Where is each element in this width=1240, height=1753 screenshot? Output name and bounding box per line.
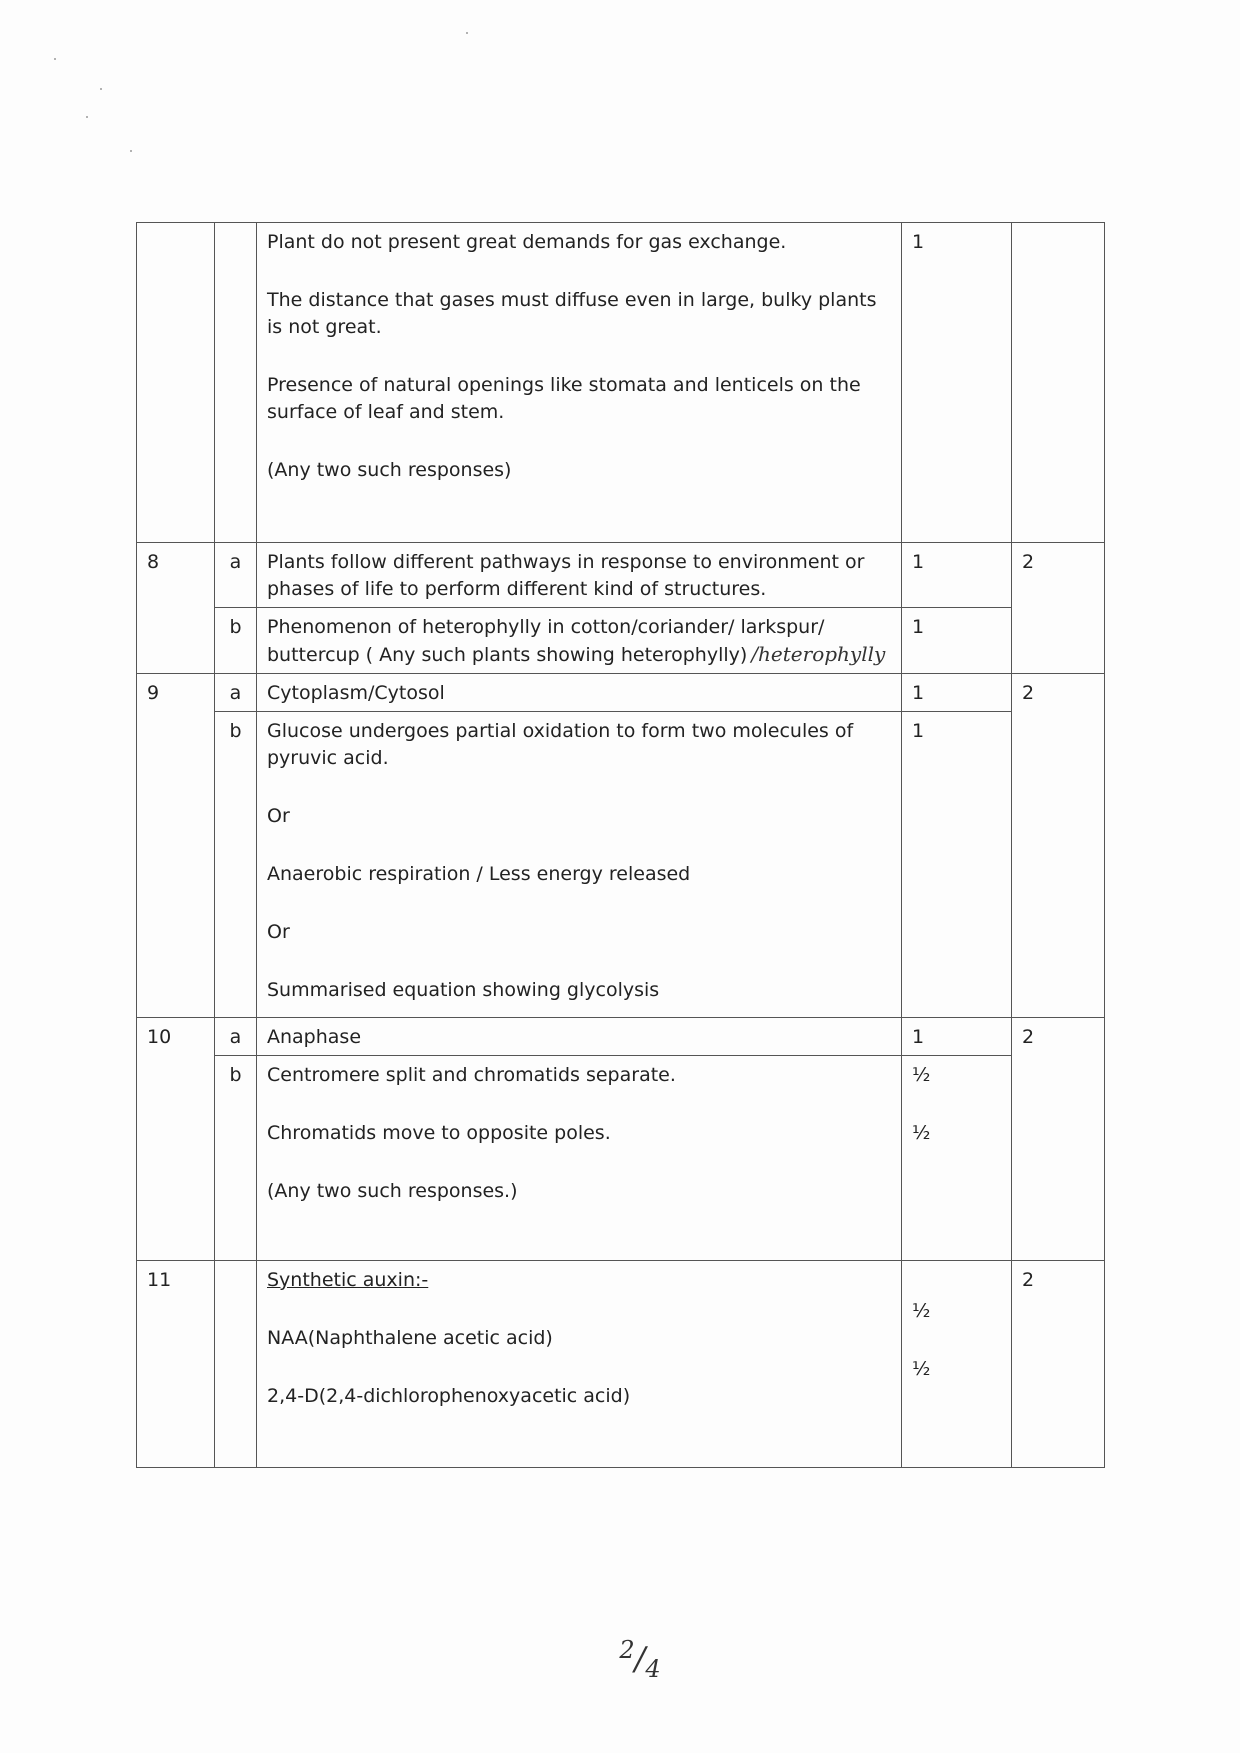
answer-cell: [257, 712, 902, 1018]
answer-cell: [257, 1261, 902, 1468]
mark-cell: 1: [902, 223, 1012, 543]
scan-speck: [86, 116, 88, 118]
scan-speck: [100, 88, 102, 90]
answer-line: Plant do not present great demands for gas exchange.: [267, 231, 787, 253]
scan-speck: [54, 58, 56, 60]
answer-line: NAA(Naphthalene acetic acid): [267, 1327, 553, 1349]
answer-heading: Synthetic auxin:-: [267, 1269, 429, 1291]
question-number: 11: [137, 1261, 215, 1468]
mark-cell: [902, 1261, 1012, 1468]
answer-line: 2,4-D(2,4-dichlorophenoxyacetic acid): [267, 1385, 631, 1407]
question-number: 9: [137, 674, 215, 1018]
answer-line: Chromatids move to opposite poles.: [267, 1122, 611, 1144]
answer-cell: Anaphase: [257, 1018, 902, 1056]
answer-line: Centromere split and chromatids separate.: [267, 1064, 676, 1086]
question-part: [215, 223, 257, 543]
mark-value: ½: [912, 1300, 931, 1322]
question-part: b: [215, 608, 257, 674]
table-row: [137, 1018, 1105, 1056]
question-number: 10: [137, 1018, 215, 1261]
answer-cell: [257, 608, 902, 674]
mark-cell: [902, 1056, 1012, 1261]
table-row: [137, 1056, 1105, 1261]
marking-scheme-table: [136, 222, 1105, 1468]
handwritten-note: /heterophylly: [751, 642, 886, 666]
table-row: [137, 674, 1105, 712]
question-part: a: [215, 674, 257, 712]
total-cell: 2: [1012, 543, 1105, 674]
total-cell: 2: [1012, 1261, 1105, 1468]
mark-cell: 1: [902, 608, 1012, 674]
question-part: a: [215, 1018, 257, 1056]
mark-value: ½: [912, 1064, 931, 1086]
mark-cell: 1: [902, 1018, 1012, 1056]
question-part: [215, 1261, 257, 1468]
question-part: a: [215, 543, 257, 608]
mark-cell: 1: [902, 674, 1012, 712]
total-cell: [1012, 223, 1105, 543]
total-cell: 2: [1012, 674, 1105, 1018]
question-part: b: [215, 712, 257, 1018]
answer-line: (Any two such responses): [267, 459, 512, 481]
table-row: [137, 1261, 1105, 1468]
scan-speck: [466, 32, 468, 34]
answer-line: Summarised equation showing glycolysis: [267, 979, 660, 1001]
mark-value: ½: [912, 1122, 931, 1144]
question-part: b: [215, 1056, 257, 1261]
mark-cell: 1: [902, 543, 1012, 608]
answer-line: The distance that gases must diffuse even in large, bulky plants is not great.: [267, 289, 877, 338]
scan-speck: [130, 150, 132, 152]
answer-text: Phenomenon of heterophylly in cotton/coriander/ larkspur/ buttercup ( Any such plants showing heterophylly): [267, 616, 825, 666]
question-number: 8: [137, 543, 215, 674]
answer-line: Or: [267, 921, 290, 943]
answer-cell: [257, 223, 902, 543]
page-number-total: 4: [645, 1655, 661, 1684]
answer-cell: [257, 1056, 902, 1261]
answer-cell: Cytoplasm/Cytosol: [257, 674, 902, 712]
total-cell: 2: [1012, 1018, 1105, 1261]
answer-cell: Plants follow different pathways in response to environment or phases of life to perform different kind of structures.: [257, 543, 902, 608]
mark-cell: 1: [902, 712, 1012, 1018]
table-row: [137, 223, 1105, 543]
answer-line: Anaerobic respiration / Less energy released: [267, 863, 691, 885]
page-number-current: 2: [619, 1636, 635, 1664]
answer-line: (Any two such responses.): [267, 1180, 518, 1202]
mark-value: ½: [912, 1358, 931, 1380]
answer-line: Presence of natural openings like stomata and lenticels on the surface of leaf and stem.: [267, 374, 861, 423]
answer-line: Or: [267, 805, 290, 827]
question-number: [137, 223, 215, 543]
answer-line: Glucose undergoes partial oxidation to form two molecules of pyruvic acid.: [267, 720, 854, 769]
page-number: $^2/_4$: [619, 1636, 661, 1684]
table-row: [137, 543, 1105, 608]
table-row: [137, 608, 1105, 674]
table-row: [137, 712, 1105, 1018]
